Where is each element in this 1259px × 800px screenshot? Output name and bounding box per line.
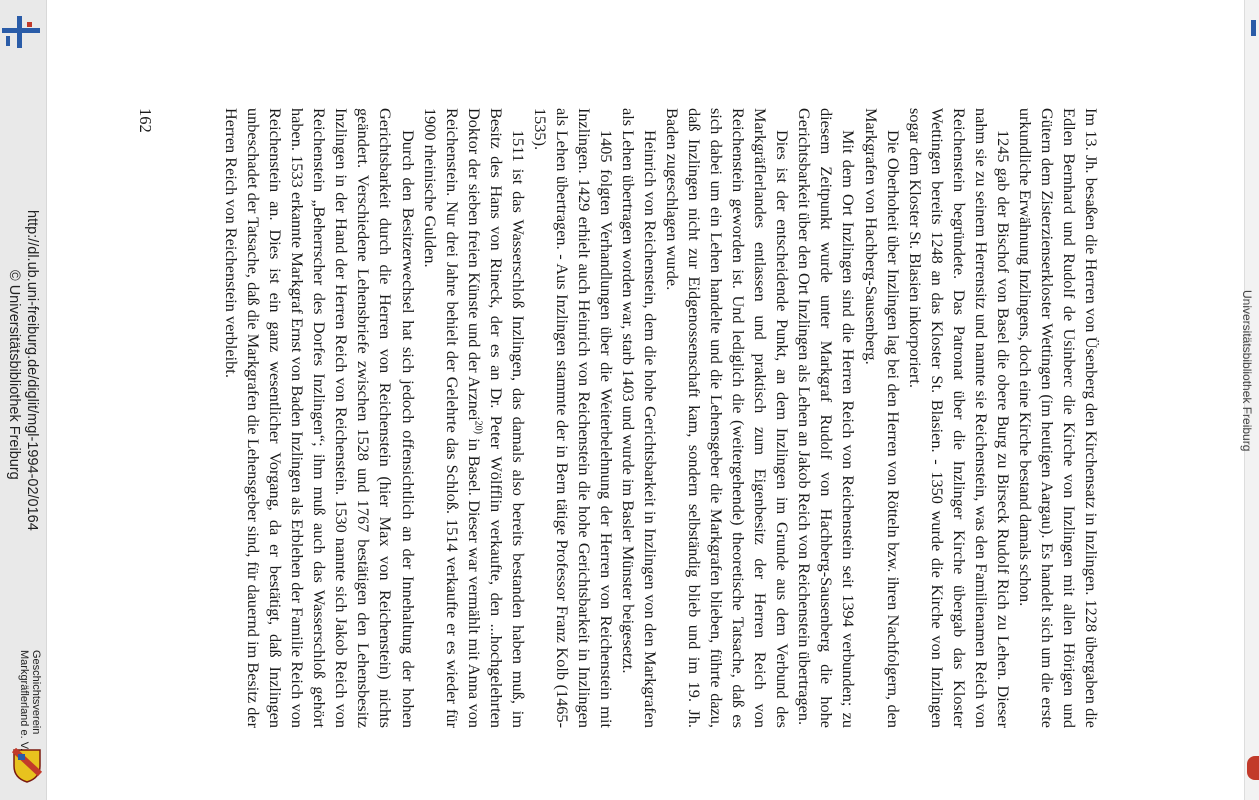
paragraph-6: Heinrich von Reichenstein, dem die hohe Gerichtsbarkeit in Inzlingen von den Markgrafen als Lehen übertragen worden war, starb 1403 und wurde im Basler Münster beigesetzt. [619, 108, 661, 728]
coat-of-arms-icon [12, 748, 42, 784]
paragraph-9: Durch den Besitzerwechsel hat sich jedoch offensichtlich an der Innehaltung der hohen Gerichtsbarkeit durch die Herren von Reichenstein (hier Max von Reichenstein) nichts geändert. Verschiedene Lehensbriefe zwischen 1528 und 1767 bestätigen den Lehensbesitz Inzlingen in der Hand der Herren Reich von Reichenstein. 1530 nannte sich Jakob Reich von Reichenstein „Beherrscher des Dorfes Inzlingen“; ihm muß auch das Wasserschloß gehört haben. 1533 erkannte Markgraf Ernst von Baden Inzlingen als Erblehen der Familie Reich von Reichenstein an. Dies ist ein ganz wesentlicher Vorgang, da er bestätigt, daß Inzlingen unbeschadet der Tatsache, daß die Markgrafen die Lehensgeber sind, für dauernd im Besitz der Herren Reich von Reichenstein verbleibt. [222, 108, 418, 728]
paragraph-1: Im 13. Jh. besaßen die Herren von Üsenberg den Kirchensatz in Inzlingen. 1228 übergaben die Edlen Bernhard und Rudolf de Usinberc die Kirche von Inzlingen mit allen Hörigen und Gütern dem Zisterzienserkloster Wettingen (im heutigen Aargau). Es handelt sich um die erste urkundliche Erwähnung Inzlingens, doch eine Kirche bestand damals schon. [1015, 108, 1101, 728]
society-label [18, 650, 42, 751]
footnote-ref: 20) [472, 420, 484, 434]
left-margin-strip [0, 0, 47, 800]
page-number: 162 [136, 108, 155, 133]
library-logo-icon [2, 14, 40, 50]
society-name-line-2: Markgräflerland e. V. [18, 650, 30, 752]
library-stamp: Universitätsbibliothek Freiburg [1240, 290, 1254, 452]
paragraph-5: Dies ist der entscheidende Punkt, an dem Inzlingen im Grunde aus dem Verbund des Markgräflerlandes entlassen und praktisch zum Eigenbesitz der Herren Reich von Reichenstein geworden ist. Und lediglich die (weitergehende) theoretische Tatsache, daß es sich dabei um ein Lehen handelte und die Lehensgeber die Markgrafen blieben, führte dazu, daß Inzlingen nicht zur Eidgenossenschaft kam, sondern selbständig blieb und im 19. Jh. Baden zugeschlagen wurde. [663, 108, 793, 728]
paragraph-3: Die Oberhoheit über Inzlingen lag bei den Herren von Rötteln bzw. ihren Nachfolgern, den Markgrafen von Hachberg-Sausenberg. [861, 108, 903, 728]
scanned-page [136, 108, 1102, 728]
paragraph-2: 1245 gab der Bischof von Basel die obere Burg zu Birseck Rudolf Rich zu Lehen. Dieser nahm sie zu seinem Herrensitz und nannte sie Reichenstein, was den Familienamen Reich von Reichenstein begründete. Das Patronat über die Inzlinger Kirche übergab das Kloster Wettingen bereits 1248 an das Kloster St. Blasien. - 1350 wurde die Kirche von Inzlingen sogar dem Kloster St. Blasien inkorporiert. [905, 108, 1013, 728]
edge-marker [1251, 20, 1256, 36]
paragraph-8 [419, 108, 529, 728]
copyright-notice: © Universitätsbibliothek Freiburg [6, 270, 22, 480]
paragraph-8-tail: in Basel. Dieser [464, 433, 484, 543]
paragraph-8-text: 1511 ist das Wasserschloß Inzlingen, das damals also bereits bestanden haben muß, im Besitz des Hans von Rineck, der es an Dr. Peter Wölfflin verkaufte, den ...hochgelehrten Doktor der sieben freien Künste und der Arznei [464, 108, 528, 728]
paragraph-8-continuation: war vermählt mit Anna von Reichenstein. Nur drei Jahre behielt der Gelehrte das Schloß. 1514 verkaufte er es wieder für 1900 rheinische Gulden. [420, 108, 484, 728]
paragraph-7: 1405 folgten Verhandlungen über die Weiterbelehnung der Herren von Reichenstein mit Inzlingen. 1429 erhielt auch Heinrich von Reichenstein die hohe Gerichtsbarkeit in Inzlingen als Lehen übertragen. - Aus Inzlingen stammte der in Bern tätige Professor Franz Kolb (1465-1535). [530, 108, 616, 728]
paragraph-4: Mit dem Ort Inzlingen sind die Herren Reich von Reichenstein seit 1394 verbunden; zu diesem Zeitpunkt wurde unter Markgraf Rudolf von Hachberg-Sausenberg die hohe Gerichtsbarkeit über den Ort Inzlingen als Lehen an Jakob Reich von Reichenstein übertragen. [795, 108, 859, 728]
edge-badge [1247, 756, 1259, 780]
society-name-line-1: Geschichtsverein [30, 650, 42, 735]
source-url[interactable]: http://dl.ub.uni-freiburg.de/diglit/mgl-1994-02/0164 [24, 210, 40, 531]
